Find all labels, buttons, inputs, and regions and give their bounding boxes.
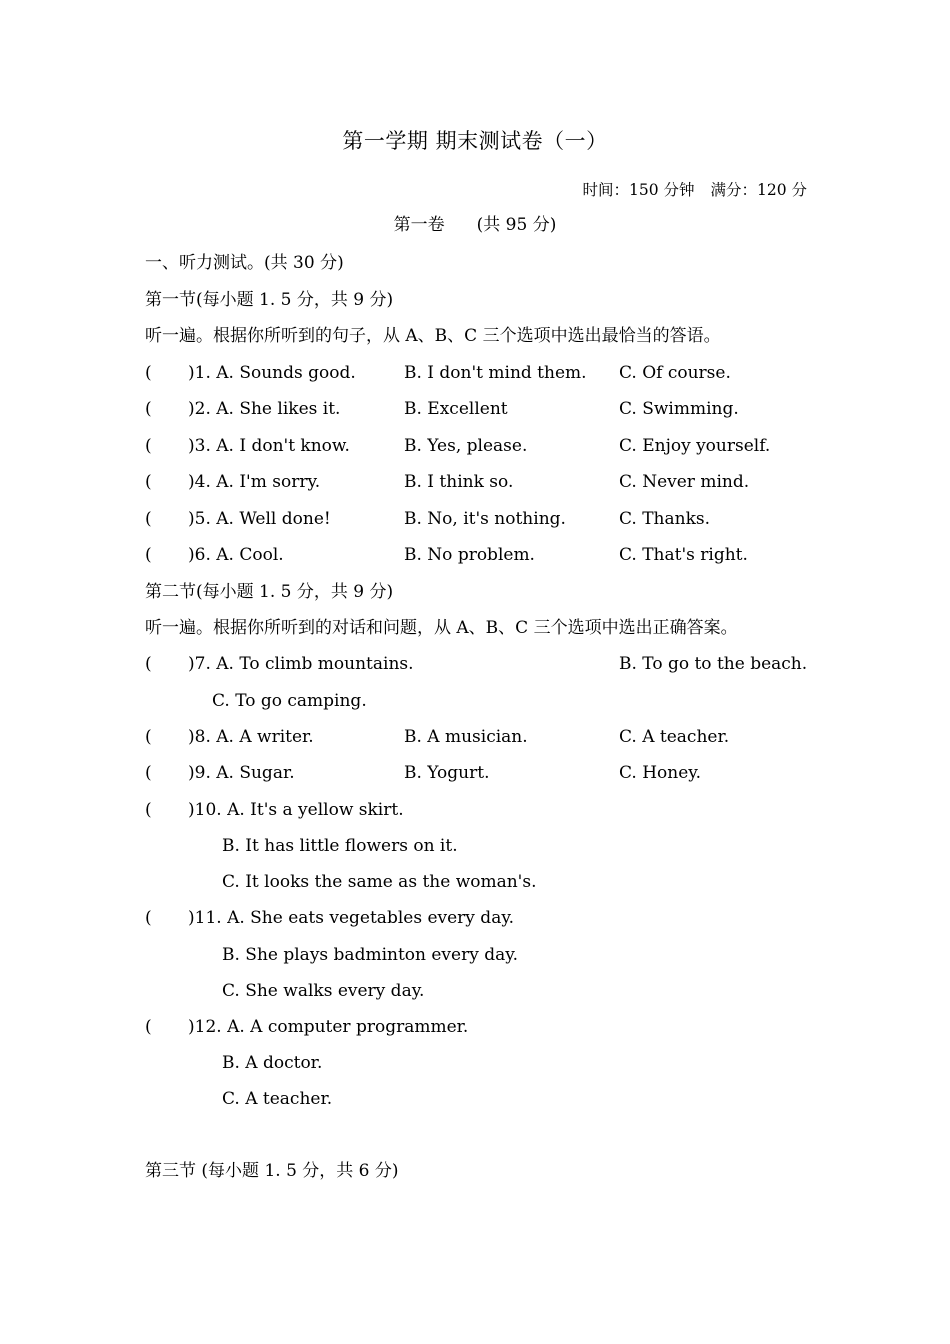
exam-meta [582,179,807,201]
answer-blank[interactable]: ( [145,545,152,565]
answer-blank[interactable]: ( [145,800,152,820]
option-b: B. I think so. [404,472,514,492]
answer-blank[interactable]: ( [145,727,152,747]
option-a: )12. A. A computer programmer. [188,1017,469,1037]
option-b: B. It has little flowers on it. [222,836,458,856]
answer-blank[interactable]: ( [145,363,152,383]
option-a: )8. A. A writer. [188,727,314,747]
option-b: B. Excellent [404,399,508,419]
option-c: C. To go camping. [212,691,367,711]
part-heading: 一、听力测试。(共 30 分) [145,253,344,273]
option-b: B. No, it's nothing. [404,509,566,529]
section-heading: 第二节(每小题 1. 5 分，共 9 分) [145,582,394,602]
option-b: B. Yogurt. [404,763,490,783]
option-a: )6. A. Cool. [188,545,284,565]
option-c: C. It looks the same as the woman's. [222,872,537,892]
option-b: B. Yes, please. [404,436,528,456]
option-a: )7. A. To climb mountains. [188,654,414,674]
option-a: )11. A. She eats vegetables every day. [188,908,515,928]
option-c: C. Never mind. [619,472,750,492]
full-score: 满分：120 分 [710,181,807,199]
answer-blank[interactable]: ( [145,509,152,529]
exam-title: 第一学期 期末测试卷（一） [342,129,608,153]
option-c: C. A teacher. [222,1089,333,1109]
option-c: C. Thanks. [619,509,711,529]
section-instruction: 听一遍。根据你所听到的对话和问题，从 A、B、C 三个选项中选出正确答案。 [145,618,738,638]
answer-blank[interactable]: ( [145,654,152,674]
section-heading: 第三节 (每小题 1. 5 分，共 6 分) [145,1161,399,1181]
option-c: C. Honey. [619,763,702,783]
volume-heading [0,214,950,236]
option-a: )3. A. I don't know. [188,436,350,456]
answer-blank[interactable]: ( [145,472,152,492]
option-b: B. She plays badminton every day. [222,945,518,965]
option-c: C. She walks every day. [222,981,425,1001]
answer-blank[interactable]: ( [145,1017,152,1037]
option-a: )5. A. Well done! [188,509,331,529]
option-c: C. Enjoy yourself. [619,436,771,456]
answer-blank[interactable]: ( [145,908,152,928]
option-c: C. That's right. [619,545,748,565]
answer-blank[interactable]: ( [145,399,152,419]
option-b: B. A doctor. [222,1053,323,1073]
option-b: B. To go to the beach. [619,654,808,674]
answer-blank[interactable]: ( [145,436,152,456]
option-b: B. No problem. [404,545,535,565]
option-a: )2. A. She likes it. [188,399,341,419]
option-b: B. A musician. [404,727,528,747]
answer-blank[interactable]: ( [145,763,152,783]
option-a: )4. A. I'm sorry. [188,472,321,492]
volume-points: (共 95 分) [476,215,557,235]
option-a: )1. A. Sounds good. [188,363,356,383]
option-b: B. I don't mind them. [404,363,587,383]
option-a: )10. A. It's a yellow skirt. [188,800,404,820]
volume-label: 第一卷 [393,215,445,235]
option-a: )9. A. Sugar. [188,763,295,783]
section-heading: 第一节(每小题 1. 5 分，共 9 分) [145,290,394,310]
section-instruction: 听一遍。根据你所听到的句子，从 A、B、C 三个选项中选出最恰当的答语。 [145,326,721,346]
time-limit: 时间：150 分钟 [582,181,695,199]
option-c: C. Swimming. [619,399,739,419]
option-c: C. Of course. [619,363,731,383]
option-c: C. A teacher. [619,727,730,747]
